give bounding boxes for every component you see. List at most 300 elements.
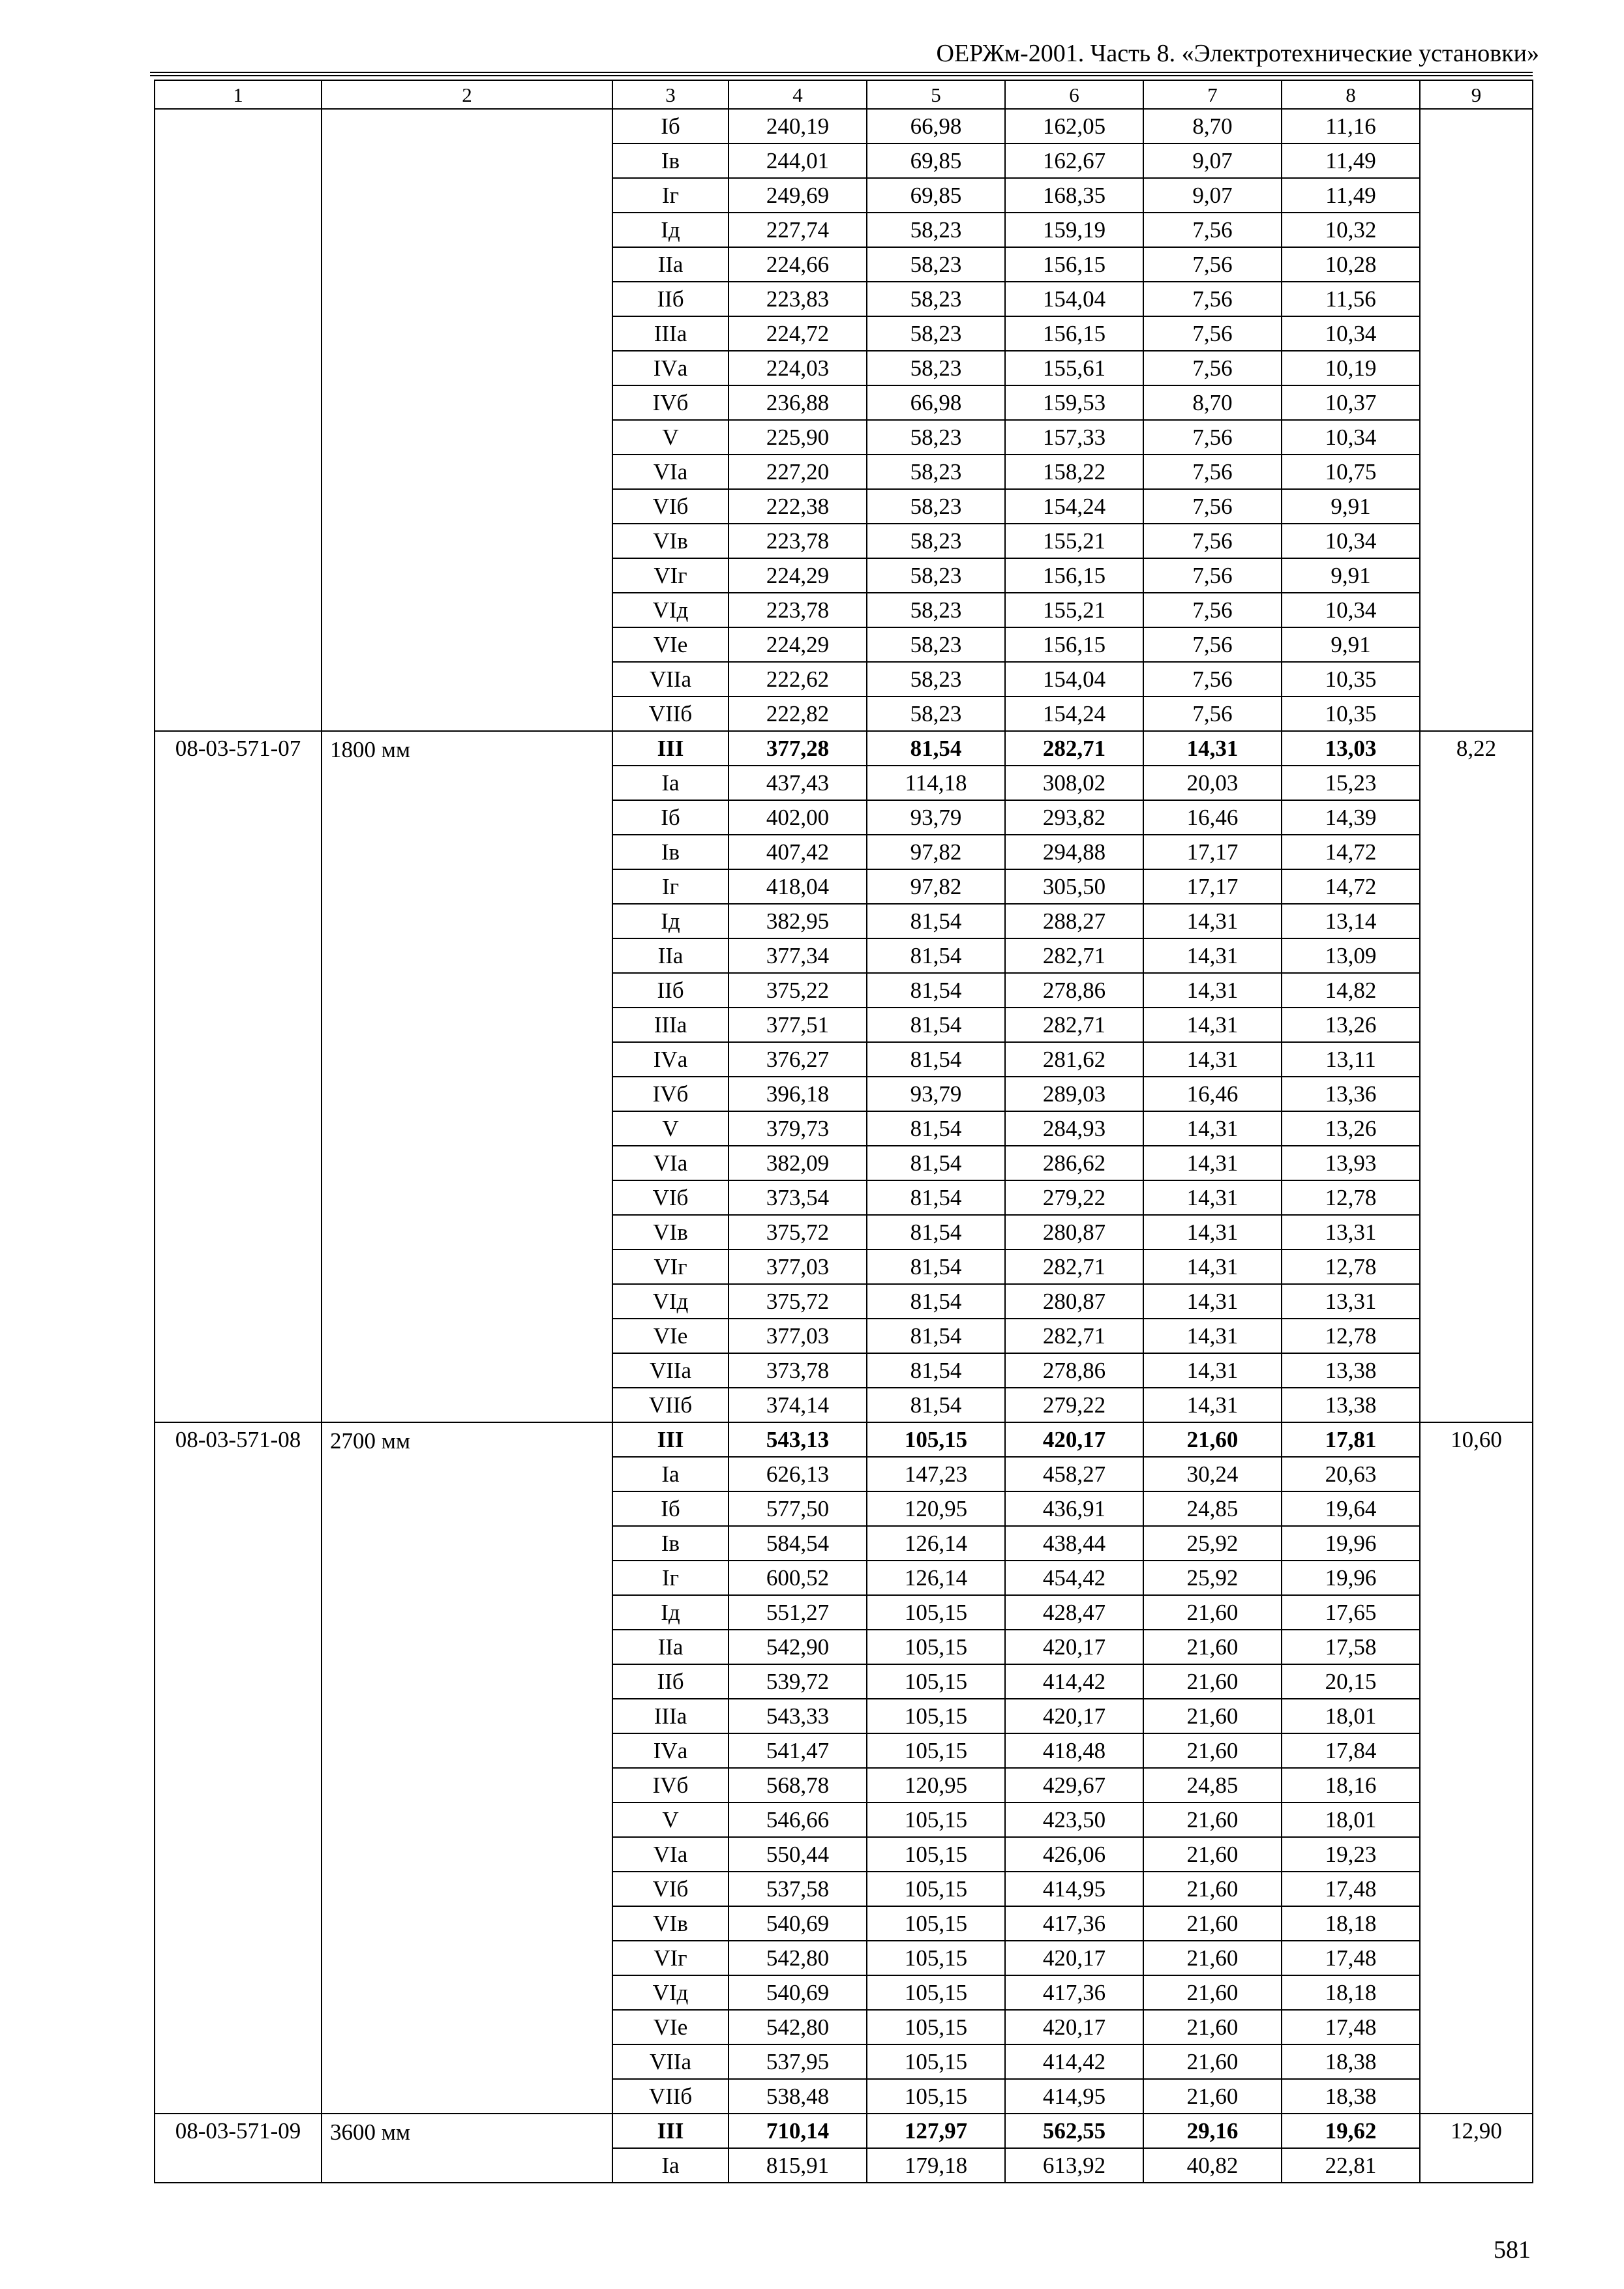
value-cell: 105,15	[867, 1422, 1005, 1457]
value-cell: 81,54	[867, 1353, 1005, 1388]
value-cell: 280,87	[1005, 1284, 1143, 1319]
value-cell: 542,80	[729, 2010, 867, 2044]
value-cell: 541,47	[729, 1733, 867, 1768]
value-cell: 550,44	[729, 1837, 867, 1872]
value-cell: 8,70	[1143, 109, 1282, 143]
category-cell: V	[612, 1111, 729, 1146]
value-cell: 13,38	[1282, 1353, 1420, 1388]
category-cell: IVб	[612, 1768, 729, 1803]
value-cell: 162,67	[1005, 143, 1143, 178]
value-cell: 14,31	[1143, 1111, 1282, 1146]
category-cell: Iд	[612, 904, 729, 938]
column-number: 7	[1143, 80, 1282, 109]
value-cell: 584,54	[729, 1526, 867, 1561]
value-cell: 81,54	[867, 1146, 1005, 1180]
value-cell: 11,16	[1282, 109, 1420, 143]
value-cell: 7,56	[1143, 316, 1282, 351]
value-cell: 24,85	[1143, 1768, 1282, 1803]
value-cell: 58,23	[867, 627, 1005, 662]
value-cell: 156,15	[1005, 316, 1143, 351]
value-cell: 105,15	[867, 1595, 1005, 1630]
value-cell: 21,60	[1143, 2044, 1282, 2079]
category-cell: Iд	[612, 213, 729, 247]
category-cell: IVа	[612, 1733, 729, 1768]
value-cell: 105,15	[867, 1941, 1005, 1975]
value-cell: 407,42	[729, 835, 867, 869]
category-cell: V	[612, 420, 729, 455]
value-cell: 375,72	[729, 1284, 867, 1319]
value-cell: 9,91	[1282, 489, 1420, 524]
value-cell: 551,27	[729, 1595, 867, 1630]
value-cell: 21,60	[1143, 1699, 1282, 1733]
value-cell: 58,23	[867, 247, 1005, 282]
value-cell: 373,78	[729, 1353, 867, 1388]
value-cell: 58,23	[867, 213, 1005, 247]
value-cell: 223,78	[729, 524, 867, 558]
value-cell: 14,31	[1143, 1353, 1282, 1388]
value-cell: 10,34	[1282, 593, 1420, 627]
value-cell: 58,23	[867, 696, 1005, 731]
value-cell: 58,23	[867, 316, 1005, 351]
value-cell: 19,23	[1282, 1837, 1420, 1872]
table-body	[155, 80, 1533, 2183]
value-cell: 382,09	[729, 1146, 867, 1180]
value-cell: 305,50	[1005, 869, 1143, 904]
value-cell: 10,34	[1282, 316, 1420, 351]
value-cell: 12,78	[1282, 1180, 1420, 1215]
value-cell: 418,48	[1005, 1733, 1143, 1768]
value-cell: 373,54	[729, 1180, 867, 1215]
value-cell: 223,78	[729, 593, 867, 627]
value-cell: 710,14	[729, 2114, 867, 2148]
value-cell: 414,42	[1005, 1664, 1143, 1699]
value-cell: 284,93	[1005, 1111, 1143, 1146]
item-code: 08-03-571-09	[155, 2114, 322, 2183]
value-cell: 222,38	[729, 489, 867, 524]
value-cell: 93,79	[867, 800, 1005, 835]
value-cell: 288,27	[1005, 904, 1143, 938]
value-cell: 454,42	[1005, 1561, 1143, 1595]
value-cell: 417,36	[1005, 1975, 1143, 2010]
value-cell: 93,79	[867, 1077, 1005, 1111]
category-cell: VIб	[612, 1872, 729, 1906]
value-cell: 21,60	[1143, 1422, 1282, 1457]
running-header: ОЕРЖм-2001. Часть 8. «Электротехнические установки»	[936, 40, 1539, 67]
value-cell: 21,60	[1143, 1941, 1282, 1975]
value-cell: 417,36	[1005, 1906, 1143, 1941]
value-cell: 7,56	[1143, 696, 1282, 731]
value-cell: 9,07	[1143, 143, 1282, 178]
value-cell: 13,03	[1282, 731, 1420, 766]
value-cell: 105,15	[867, 2010, 1005, 2044]
value-cell: 377,51	[729, 1008, 867, 1042]
value-cell: 14,31	[1143, 1180, 1282, 1215]
category-cell: VIд	[612, 1284, 729, 1319]
value-cell: 537,95	[729, 2044, 867, 2079]
category-cell: Iа	[612, 1457, 729, 1491]
item-size: 3600 мм	[322, 2114, 612, 2183]
value-cell: 18,16	[1282, 1768, 1420, 1803]
value-cell: 540,69	[729, 1906, 867, 1941]
table-row	[155, 731, 1533, 766]
category-cell: VIIб	[612, 2079, 729, 2114]
category-cell: IIа	[612, 247, 729, 282]
value-cell: 14,31	[1143, 973, 1282, 1008]
category-cell: VIв	[612, 1215, 729, 1249]
value-cell: 436,91	[1005, 1491, 1143, 1526]
value-cell: 7,56	[1143, 524, 1282, 558]
category-cell: VIа	[612, 1146, 729, 1180]
category-cell: IIIа	[612, 1008, 729, 1042]
value-cell: 17,58	[1282, 1630, 1420, 1664]
category-cell: VIе	[612, 2010, 729, 2044]
category-cell: VIIа	[612, 1353, 729, 1388]
value-cell: 420,17	[1005, 2010, 1143, 2044]
value-cell: 377,03	[729, 1319, 867, 1353]
value-cell: 375,72	[729, 1215, 867, 1249]
value-cell: 423,50	[1005, 1803, 1143, 1837]
value-cell: 66,98	[867, 109, 1005, 143]
value-cell: 21,60	[1143, 1664, 1282, 1699]
value-cell: 281,62	[1005, 1042, 1143, 1077]
category-cell: VIд	[612, 593, 729, 627]
category-cell: VIIб	[612, 1388, 729, 1422]
category-cell: IVа	[612, 1042, 729, 1077]
value-cell: 58,23	[867, 662, 1005, 696]
value-cell: 414,42	[1005, 2044, 1143, 2079]
value-cell: 14,82	[1282, 973, 1420, 1008]
value-cell: 58,23	[867, 558, 1005, 593]
value-cell: 377,34	[729, 938, 867, 973]
value-cell: 58,23	[867, 351, 1005, 385]
value-cell: 21,60	[1143, 1803, 1282, 1837]
page-number: 581	[1494, 2236, 1531, 2264]
value-cell: 538,48	[729, 2079, 867, 2114]
value-cell: 105,15	[867, 1699, 1005, 1733]
value-cell: 20,15	[1282, 1664, 1420, 1699]
value-cell: 21,60	[1143, 2079, 1282, 2114]
column-number: 6	[1005, 80, 1143, 109]
value-cell: 21,60	[1143, 1733, 1282, 1768]
value-cell: 542,90	[729, 1630, 867, 1664]
value-cell: 249,69	[729, 178, 867, 213]
value-cell: 21,60	[1143, 1595, 1282, 1630]
value-cell: 244,01	[729, 143, 867, 178]
value-cell: 13,26	[1282, 1008, 1420, 1042]
value-cell: 19,62	[1282, 2114, 1420, 2148]
value-cell: 282,71	[1005, 1008, 1143, 1042]
value-cell: 14,31	[1143, 1319, 1282, 1353]
column-number: 3	[612, 80, 729, 109]
category-cell: III	[612, 731, 729, 766]
value-cell: 20,63	[1282, 1457, 1420, 1491]
value-cell: 17,48	[1282, 1941, 1420, 1975]
value-cell: 18,01	[1282, 1803, 1420, 1837]
value-cell: 414,95	[1005, 2079, 1143, 2114]
value-cell: 7,56	[1143, 593, 1282, 627]
value-cell: 14,31	[1143, 1008, 1282, 1042]
value-cell: 81,54	[867, 731, 1005, 766]
value-cell: 58,23	[867, 282, 1005, 316]
value-cell: 120,95	[867, 1491, 1005, 1526]
value-cell: 156,15	[1005, 627, 1143, 662]
value-cell: 10,19	[1282, 351, 1420, 385]
value-cell: 147,23	[867, 1457, 1005, 1491]
category-cell: VIIа	[612, 2044, 729, 2079]
category-cell: Iд	[612, 1595, 729, 1630]
header-rule	[150, 72, 1533, 76]
item-code: 08-03-571-07	[155, 731, 322, 1422]
value-cell: 154,24	[1005, 489, 1143, 524]
value-cell: 280,87	[1005, 1215, 1143, 1249]
value-cell: 18,38	[1282, 2044, 1420, 2079]
value-cell: 126,14	[867, 1526, 1005, 1561]
value-cell: 14,31	[1143, 1284, 1282, 1319]
value-cell: 168,35	[1005, 178, 1143, 213]
value-cell: 22,81	[1282, 2148, 1420, 2183]
value-cell: 58,23	[867, 593, 1005, 627]
value-cell: 17,17	[1143, 869, 1282, 904]
value-cell: 81,54	[867, 1249, 1005, 1284]
category-cell: IVа	[612, 351, 729, 385]
table-row	[155, 2114, 1533, 2148]
value-cell: 539,72	[729, 1664, 867, 1699]
category-cell: VIг	[612, 1249, 729, 1284]
category-cell: IIIа	[612, 316, 729, 351]
value-cell: 289,03	[1005, 1077, 1143, 1111]
value-cell: 222,62	[729, 662, 867, 696]
value-cell: 429,67	[1005, 1768, 1143, 1803]
value-cell: 81,54	[867, 938, 1005, 973]
value-cell: 156,15	[1005, 247, 1143, 282]
item-size: 1800 мм	[322, 731, 612, 1422]
value-cell: 11,49	[1282, 178, 1420, 213]
value-cell: 66,98	[867, 385, 1005, 420]
value-cell: 105,15	[867, 1803, 1005, 1837]
value-cell: 58,23	[867, 455, 1005, 489]
category-cell: VIе	[612, 627, 729, 662]
category-cell: IIа	[612, 1630, 729, 1664]
category-cell: VIIб	[612, 696, 729, 731]
value-cell: 438,44	[1005, 1526, 1143, 1561]
value-cell: 418,04	[729, 869, 867, 904]
column-number: 8	[1282, 80, 1420, 109]
value-cell: 227,74	[729, 213, 867, 247]
value-cell: 25,92	[1143, 1526, 1282, 1561]
value-cell: 458,27	[1005, 1457, 1143, 1491]
value-cell: 223,83	[729, 282, 867, 316]
value-cell: 105,15	[867, 1906, 1005, 1941]
category-cell: VIг	[612, 558, 729, 593]
value-cell: 18,18	[1282, 1975, 1420, 2010]
category-cell: IIб	[612, 973, 729, 1008]
column-9-value	[1420, 109, 1533, 731]
item-code	[155, 109, 322, 731]
value-cell: 20,03	[1143, 766, 1282, 800]
value-cell: 17,65	[1282, 1595, 1420, 1630]
table-row	[155, 1422, 1533, 1457]
value-cell: 14,31	[1143, 731, 1282, 766]
column-number-row	[155, 80, 1533, 109]
value-cell: 9,91	[1282, 627, 1420, 662]
value-cell: 14,31	[1143, 1388, 1282, 1422]
value-cell: 279,22	[1005, 1180, 1143, 1215]
value-cell: 613,92	[1005, 2148, 1143, 2183]
value-cell: 13,36	[1282, 1077, 1420, 1111]
value-cell: 402,00	[729, 800, 867, 835]
value-cell: 17,84	[1282, 1733, 1420, 1768]
value-cell: 7,56	[1143, 489, 1282, 524]
value-cell: 105,15	[867, 2079, 1005, 2114]
value-cell: 127,97	[867, 2114, 1005, 2148]
value-cell: 13,31	[1282, 1284, 1420, 1319]
value-cell: 14,31	[1143, 938, 1282, 973]
column-number: 1	[155, 80, 322, 109]
value-cell: 236,88	[729, 385, 867, 420]
value-cell: 81,54	[867, 1042, 1005, 1077]
value-cell: 13,14	[1282, 904, 1420, 938]
column-9-value: 8,22	[1420, 731, 1533, 1422]
value-cell: 58,23	[867, 524, 1005, 558]
value-cell: 9,91	[1282, 558, 1420, 593]
category-cell: III	[612, 2114, 729, 2148]
value-cell: 225,90	[729, 420, 867, 455]
value-cell: 10,34	[1282, 524, 1420, 558]
category-cell: VIа	[612, 455, 729, 489]
value-cell: 546,66	[729, 1803, 867, 1837]
value-cell: 11,56	[1282, 282, 1420, 316]
value-cell: 179,18	[867, 2148, 1005, 2183]
value-cell: 224,29	[729, 627, 867, 662]
value-cell: 15,23	[1282, 766, 1420, 800]
value-cell: 12,78	[1282, 1249, 1420, 1284]
value-cell: 278,86	[1005, 973, 1143, 1008]
value-cell: 24,85	[1143, 1491, 1282, 1526]
value-cell: 120,95	[867, 1768, 1005, 1803]
value-cell: 224,03	[729, 351, 867, 385]
value-cell: 19,64	[1282, 1491, 1420, 1526]
item-size: 2700 мм	[322, 1422, 612, 2114]
value-cell: 377,03	[729, 1249, 867, 1284]
value-cell: 154,24	[1005, 696, 1143, 731]
value-cell: 428,47	[1005, 1595, 1143, 1630]
column-number: 4	[729, 80, 867, 109]
value-cell: 81,54	[867, 1319, 1005, 1353]
category-cell: Iа	[612, 766, 729, 800]
category-cell: Iб	[612, 800, 729, 835]
value-cell: 154,04	[1005, 282, 1143, 316]
value-cell: 21,60	[1143, 1872, 1282, 1906]
column-number: 9	[1420, 80, 1533, 109]
value-cell: 158,22	[1005, 455, 1143, 489]
value-cell: 17,81	[1282, 1422, 1420, 1457]
value-cell: 377,28	[729, 731, 867, 766]
value-cell: 105,15	[867, 1733, 1005, 1768]
value-cell: 420,17	[1005, 1422, 1143, 1457]
category-cell: Iв	[612, 143, 729, 178]
value-cell: 240,19	[729, 109, 867, 143]
value-cell: 14,31	[1143, 1042, 1282, 1077]
value-cell: 12,78	[1282, 1319, 1420, 1353]
value-cell: 25,92	[1143, 1561, 1282, 1595]
value-cell: 9,07	[1143, 178, 1282, 213]
category-cell: VIг	[612, 1941, 729, 1975]
value-cell: 81,54	[867, 1008, 1005, 1042]
value-cell: 10,75	[1282, 455, 1420, 489]
value-cell: 21,60	[1143, 1630, 1282, 1664]
value-cell: 537,58	[729, 1872, 867, 1906]
category-cell: IIIа	[612, 1699, 729, 1733]
column-9-value: 12,90	[1420, 2114, 1533, 2183]
value-cell: 420,17	[1005, 1630, 1143, 1664]
value-cell: 376,27	[729, 1042, 867, 1077]
value-cell: 282,71	[1005, 731, 1143, 766]
value-cell: 14,31	[1143, 1146, 1282, 1180]
value-cell: 13,38	[1282, 1388, 1420, 1422]
value-cell: 14,72	[1282, 869, 1420, 904]
value-cell: 227,20	[729, 455, 867, 489]
value-cell: 278,86	[1005, 1353, 1143, 1388]
value-cell: 396,18	[729, 1077, 867, 1111]
category-cell: Iг	[612, 869, 729, 904]
value-cell: 58,23	[867, 420, 1005, 455]
category-cell: VIб	[612, 1180, 729, 1215]
value-cell: 7,56	[1143, 662, 1282, 696]
value-cell: 13,26	[1282, 1111, 1420, 1146]
value-cell: 11,49	[1282, 143, 1420, 178]
value-cell: 13,09	[1282, 938, 1420, 973]
category-cell: Iб	[612, 1491, 729, 1526]
value-cell: 13,31	[1282, 1215, 1420, 1249]
value-cell: 282,71	[1005, 1249, 1143, 1284]
category-cell: Iа	[612, 2148, 729, 2183]
value-cell: 815,91	[729, 2148, 867, 2183]
value-cell: 14,31	[1143, 1215, 1282, 1249]
value-cell: 17,48	[1282, 1872, 1420, 1906]
value-cell: 293,82	[1005, 800, 1143, 835]
value-cell: 21,60	[1143, 1906, 1282, 1941]
value-cell: 543,13	[729, 1422, 867, 1457]
value-cell: 562,55	[1005, 2114, 1143, 2148]
value-cell: 420,17	[1005, 1941, 1143, 1975]
value-cell: 97,82	[867, 835, 1005, 869]
value-cell: 159,19	[1005, 213, 1143, 247]
value-cell: 543,33	[729, 1699, 867, 1733]
value-cell: 105,15	[867, 1872, 1005, 1906]
value-cell: 81,54	[867, 1111, 1005, 1146]
value-cell: 7,56	[1143, 247, 1282, 282]
value-cell: 7,56	[1143, 282, 1282, 316]
value-cell: 40,82	[1143, 2148, 1282, 2183]
value-cell: 157,33	[1005, 420, 1143, 455]
column-number: 2	[322, 80, 612, 109]
value-cell: 10,35	[1282, 696, 1420, 731]
value-cell: 10,34	[1282, 420, 1420, 455]
category-cell: IIа	[612, 938, 729, 973]
rates-table	[154, 80, 1533, 2183]
value-cell: 18,38	[1282, 2079, 1420, 2114]
category-cell: Iв	[612, 1526, 729, 1561]
category-cell: V	[612, 1803, 729, 1837]
value-cell: 7,56	[1143, 558, 1282, 593]
category-cell: III	[612, 1422, 729, 1457]
value-cell: 286,62	[1005, 1146, 1143, 1180]
value-cell: 17,17	[1143, 835, 1282, 869]
value-cell: 224,29	[729, 558, 867, 593]
value-cell: 10,35	[1282, 662, 1420, 696]
value-cell: 382,95	[729, 904, 867, 938]
item-size	[322, 109, 612, 731]
